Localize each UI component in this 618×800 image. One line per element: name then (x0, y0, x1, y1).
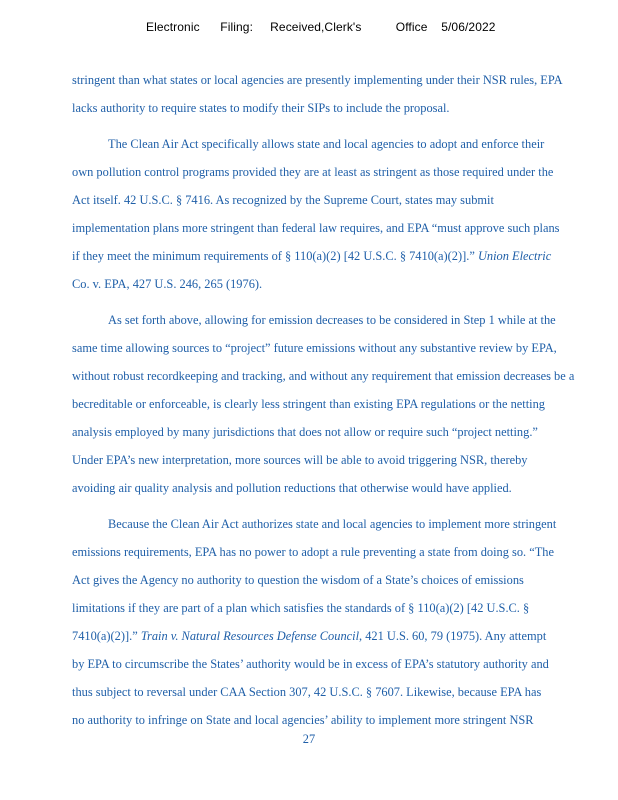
body-text: 7410(a)(2)].” (72, 629, 138, 643)
body-line: implementation plans more stringent than federal law requires, and EPA “must approve such plans (72, 221, 560, 235)
body-line: emissions requirements, EPA has no power to adopt a rule preventing a state from doing so. “The (72, 545, 554, 559)
body-line: The Clean Air Act specifically allows state and local agencies to adopt and enforce their (108, 137, 545, 151)
body-line: same time allowing sources to “project” future emissions without any substantive review by EPA, (72, 341, 557, 355)
body-line (72, 248, 612, 264)
body-line: stringent than what states or local agencies are presently implementing under their NSR rules, EPA (72, 73, 563, 87)
body-line: As set forth above, allowing for emission decreases to be considered in Step 1 while at the (108, 313, 556, 327)
body-text: , 421 U.S. 60, 79 (1975). Any attempt (359, 629, 547, 643)
body-line: Because the Clean Air Act authorizes state and local agencies to implement more stringent (108, 517, 557, 531)
body-line: limitations if they are part of a plan which satisfies the standards of § 110(a)(2) [42 U.S.C. § (72, 601, 530, 615)
body-line: without robust recordkeeping and tracking, and without any requirement that emission decreases be a (72, 369, 575, 383)
body-line: Act gives the Agency no authority to question the wisdom of a State’s choices of emissions (72, 573, 524, 587)
body-line: Co. v. EPA, 427 U.S. 246, 265 (1976). (72, 277, 263, 291)
body-line: Under EPA’s new interpretation, more sources will be able to avoid triggering NSR, thereby (72, 453, 528, 467)
body-line (72, 628, 612, 644)
body-line: analysis employed by many jurisdictions that does not allow or require such “project netting.” (72, 425, 538, 439)
body-line: becreditable or enforceable, is clearly less stringent than existing EPA regulations or the netting (72, 397, 546, 411)
body-line: avoiding air quality analysis and pollution reductions that otherwise would have applied. (72, 481, 512, 495)
page-number: 27 (302, 732, 316, 746)
body-line: thus subject to reversal under CAA Section 307, 42 U.S.C. § 7607. Likewise, because EPA has (72, 685, 542, 699)
case-citation: Train v. Natural Resources Defense Council (140, 629, 360, 643)
case-citation: Union Electric (477, 249, 552, 263)
body-line: lacks authority to require states to modify their SIPs to include the proposal. (72, 101, 450, 115)
body-line: by EPA to circumscribe the States’ authority would be in excess of EPA’s statutory authority and (72, 657, 549, 671)
filing-header: Electronic Filing: Received,Clerk's Office 5/06/2022 (146, 20, 496, 34)
body-line: Act itself. 42 U.S.C. § 7416. As recognized by the Supreme Court, states may submit (72, 193, 494, 207)
body-line: own pollution control programs provided they are at least as stringent as those required under the (72, 165, 554, 179)
body-text: if they meet the minimum requirements of § 110(a)(2) [42 U.S.C. § 7410(a)(2)].” (72, 249, 475, 263)
body-line: no authority to infringe on State and local agencies’ ability to implement more stringent NSR (72, 713, 534, 727)
